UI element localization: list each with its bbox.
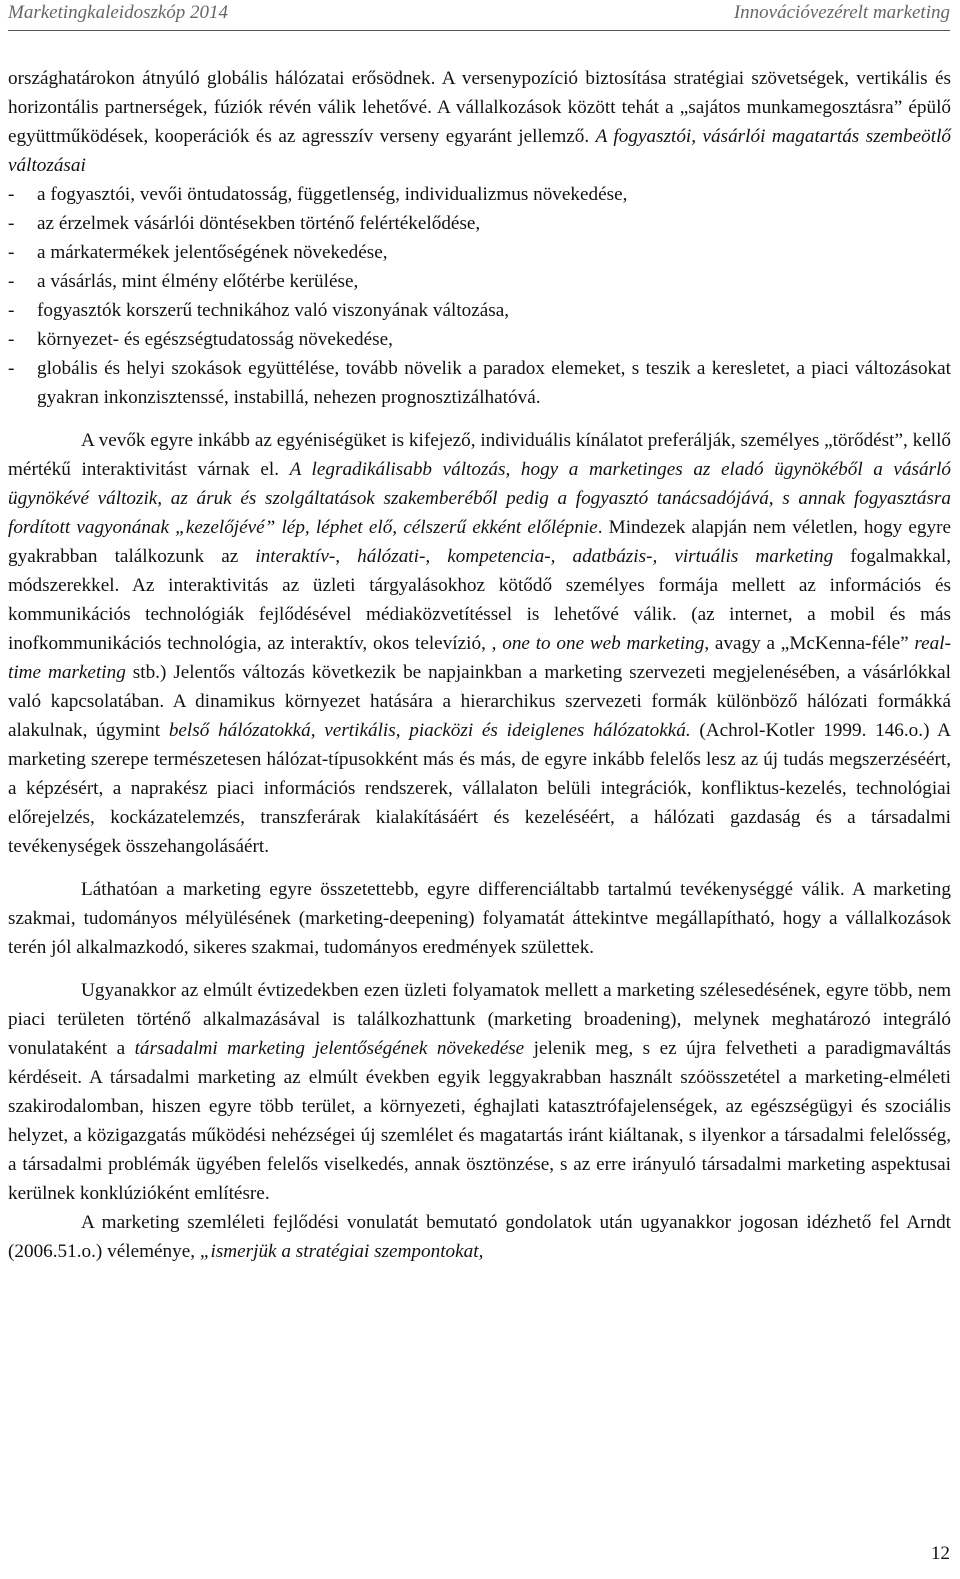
paragraph-deepening: Láthatóan a marketing egyre összetettebb, egyre differenciáltabb tartalmú tevékenységgé válik. A marketing szakmai, tudományos mélyülésének (marketing-deepening) folyamatát áttekintve megállapítható, hogy a vállalkozások terén jól alkalmazkodó, sikeres szakmai, tudományos eredmények születtek. — [8, 879, 951, 958]
list-item: - a márkatermékek jelentőségének növekedése, — [8, 238, 951, 267]
list-item: - környezet- és egészségtudatosság növekedése, — [8, 325, 951, 354]
list-item: - a vásárlás, mint élmény előtérbe kerülése, — [8, 267, 951, 296]
paragraph-arndt: A marketing szemléleti fejlődési vonulatát bemutató gondolatok után ugyanakkor jogosan idézhető fel Arndt (2006.51.o.) véleménye, „ismerjük a stratégiai szempontokat, — [8, 1212, 951, 1262]
list-item: - fogyasztók korszerű technikához való viszonyának változása, — [8, 296, 951, 325]
paragraph-broadening: Ugyanakkor az elmúlt évtizedekben ezen üzleti folyamatok mellett a marketing szélesedésének, egyre több, nem piaci területen történő alkalmazásával is találkozhattunk (marketing broadening), melynek meghatározó integráló vonulataként a társadalmi marketing jelentőségének növekedése jelenik meg, s ez újra felvetheti a paradigmaváltás kérdéseit. A társadalmi marketing az elmúlt években egyik leggyakrabban használt szóösszetétel a marketing-elméleti szakirodalomban, hiszen egyre több terület, a környezeti, éghajlati katasztrófajelenségek, az egészségügyi és szociális helyzet, a közigazgatás működési nehézségei új szemlélet és magatartás iránt kiáltanak, s ilyenkor a társadalmi felelősség, a társadalmi problémák ügyében felelős viselkedés, annak ösztönzése, s az erre irányuló társadalmi marketing aspektusai kerülnek konklúzióként említésre. — [8, 980, 951, 1204]
running-header — [8, 0, 950, 31]
consumer-changes-list — [8, 180, 951, 412]
body-text — [8, 64, 951, 1266]
page-number: 12 — [930, 1543, 950, 1564]
header-publication-title: Marketingkaleidoszkóp 2014 — [8, 2, 229, 23]
emphasis-consumer-changes: A fogyasztói, vásárlói magatartás szembeötlő változásai — [8, 126, 951, 176]
list-item: - az érzelmek vásárlói döntésekben történő felértékelődése, — [8, 209, 951, 238]
header-section-title: Innovációvezérelt marketing — [733, 2, 950, 23]
list-item: - globális és helyi szokások együttélése, tovább növelik a paradox elemeket, s teszik a keresletet, a piaci változásokat gyakran inkonzisztenssé, instabillá, nehezen prognosztizálhatóvá. — [8, 354, 951, 412]
list-item: - a fogyasztói, vevői öntudatosság, függetlenség, individualizmus növekedése, — [8, 180, 951, 209]
paragraph-networks: országhatárokon átnyúló globális hálózatai erősödnek. A versenypozíció biztosítása stratégiai szövetségek, vertikális és horizontális partnerségek, fúziók révén válik lehetővé. A vállalkozások között tehát a „sajátos munkamegosztásra” épülő együttműködések, kooperációk és az agresszív verseny egyaránt jellemző. A fogyasztói, vásárlói magatartás szembeötlő változásai — [8, 68, 951, 176]
paragraph-customers: A vevők egyre inkább az egyéniségüket is kifejező, individuális kínálatot preferálják, személyes „törődést”, kellő mértékű interaktivitást várnak el. A legradikálisabb változás, hogy a marketinges az eladó ügynökéből a vásárló ügynökévé változik, az áruk és szolgáltatások szakemberéből pedig a fogyasztó tanácsadójává, s annak fogyasztásra fordított vagyonának „kezelőjévé” lép, léphet elő, célszerű ekként előlépnie. Mindezek alapján nem véletlen, hogy egyre gyakrabban találkozunk az interaktív-, hálózati-, kompetencia-, adatbázis-, virtuális marketing fogalmakkal, módszerekkel. Az interaktivitás az üzleti tárgyalásokhoz kötődő személyes formája mellett az információs és kommunikációs technológiák fejlődésével médiaközvetítéssel is lehetővé válik. (az internet, a mobil és más inofkommunikációs technológia, az interaktív, okos televízió, , one to one web marketing, avagy a „McKenna-féle” real-time marketing stb.) Jelentős változás következik be napjainkban a marketing szervezeti megjelenésében, a vásárlókkal való kapcsolatában. A dinamikus környezet hatására a hierarchikus szervezeti formák különböző hálózati formákká alakulnak, úgymint belső hálózatokká, vertikális, piacközi és ideiglenes hálózatokká. (Achrol-Kotler 1999. 146.o.) A marketing szerepe természetesen hálózat-típusokként más és más, de egyre inkább felelős lesz az új tudás megszerzéséért, a képzésért, a naprakész piaci információs rendszerek, vállalaton belüli integrációk, konfliktus-kezelés, technológiai előrejelzés, kockázatelemzés, transzferárak kialakításáért és kezeléséért, a hálózati gazdaság és a társadalmi tevékenységek összehangolásáért. — [8, 430, 951, 857]
